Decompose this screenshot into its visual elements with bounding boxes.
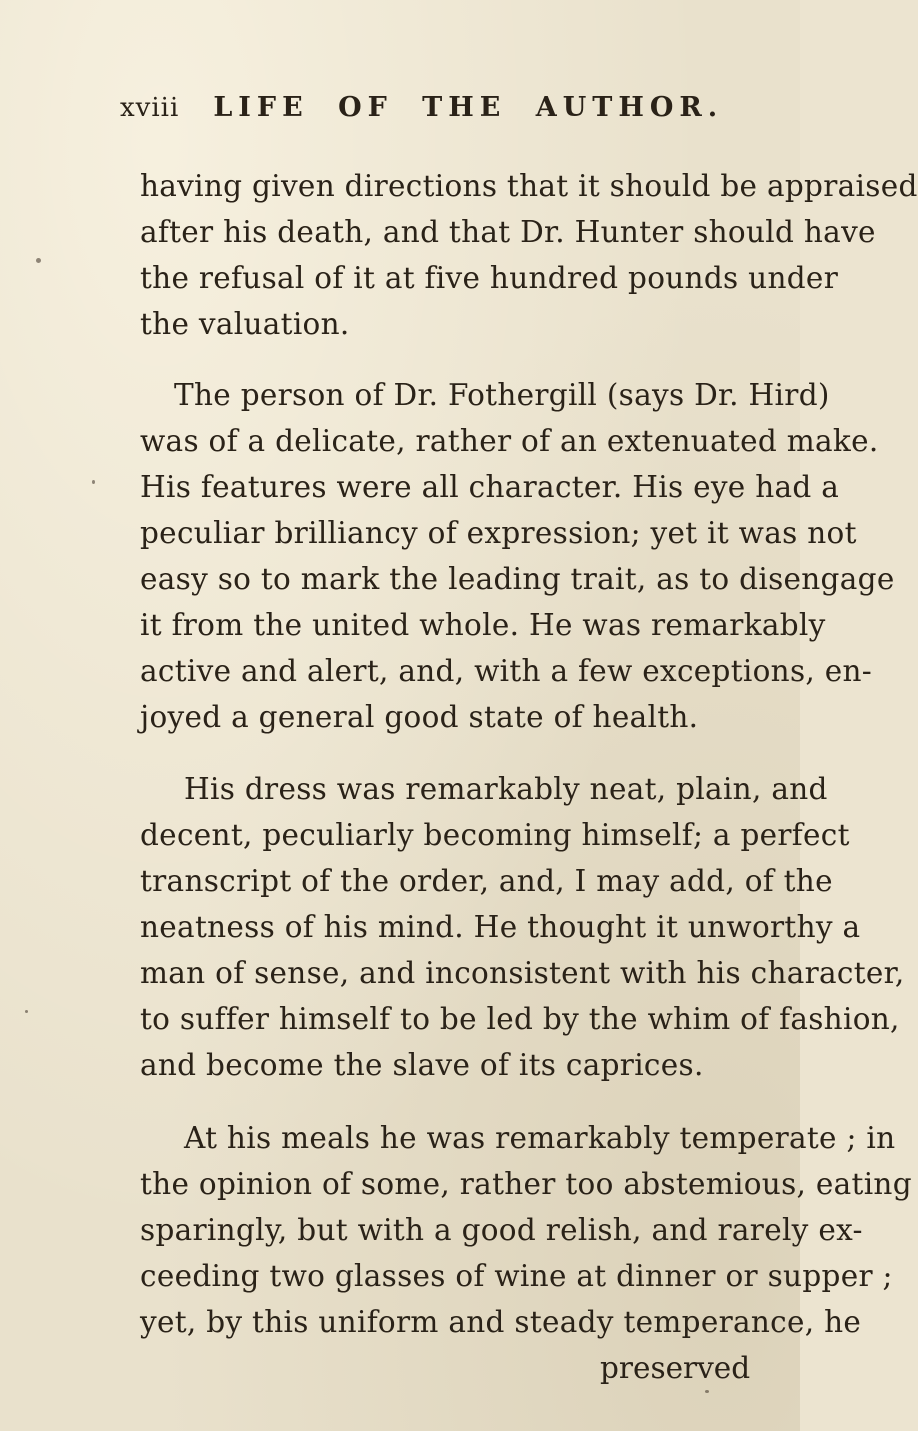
text-line: was of a delicate, rather of an extenuated make. (140, 424, 879, 458)
text-line: active and alert, and, with a few exceptions, en- (140, 654, 873, 688)
text-line: to suffer himself to be led by the whim of fashion, (140, 1002, 900, 1036)
page-header (120, 92, 760, 132)
text-line: The person of Dr. Fothergill (says Dr. Hird) (174, 378, 830, 412)
text-line: His features were all character. His eye had a (140, 470, 840, 504)
text-line: peculiar brilliancy of expression; yet it was not (140, 516, 857, 550)
catchword: preserved (600, 1351, 751, 1385)
text-line: neatness of his mind. He thought it unworthy a (140, 910, 861, 944)
text-line: His dress was remarkably neat, plain, and (184, 772, 828, 806)
text-line: decent, peculiarly becoming himself; a perfect (140, 818, 850, 852)
running-title: LIFE OF THE AUTHOR. (213, 92, 724, 123)
paper-speck (705, 1390, 709, 1393)
text-line: sparingly, but with a good relish, and rarely ex- (140, 1213, 863, 1247)
text-line: it from the united whole. He was remarkably (140, 608, 826, 642)
text-line: the opinion of some, rather too abstemious, eating (140, 1167, 912, 1201)
text-line: having given directions that it should be appraised (140, 169, 918, 203)
text-line: the refusal of it at five hundred pounds under (140, 261, 839, 295)
text-line: joyed a general good state of health. (140, 700, 699, 734)
text-line: transcript of the order, and, I may add, of the (140, 864, 833, 898)
text-line: and become the slave of its caprices. (140, 1048, 704, 1082)
text-line: easy so to mark the leading trait, as to disengage (140, 562, 895, 596)
text-line: At his meals he was remarkably temperate ; in (184, 1121, 896, 1155)
paper-speck (36, 258, 41, 263)
text-line: yet, by this uniform and steady temperance, he (140, 1305, 862, 1339)
text-line: man of sense, and inconsistent with his character, (140, 956, 905, 990)
text-line: the valuation. (140, 307, 350, 341)
paper-speck (25, 1010, 28, 1013)
text-line: ceeding two glasses of wine at dinner or supper ; (140, 1259, 893, 1293)
paper-speck (92, 480, 95, 484)
page-number: xviii (120, 93, 180, 123)
text-line: after his death, and that Dr. Hunter should have (140, 215, 876, 249)
